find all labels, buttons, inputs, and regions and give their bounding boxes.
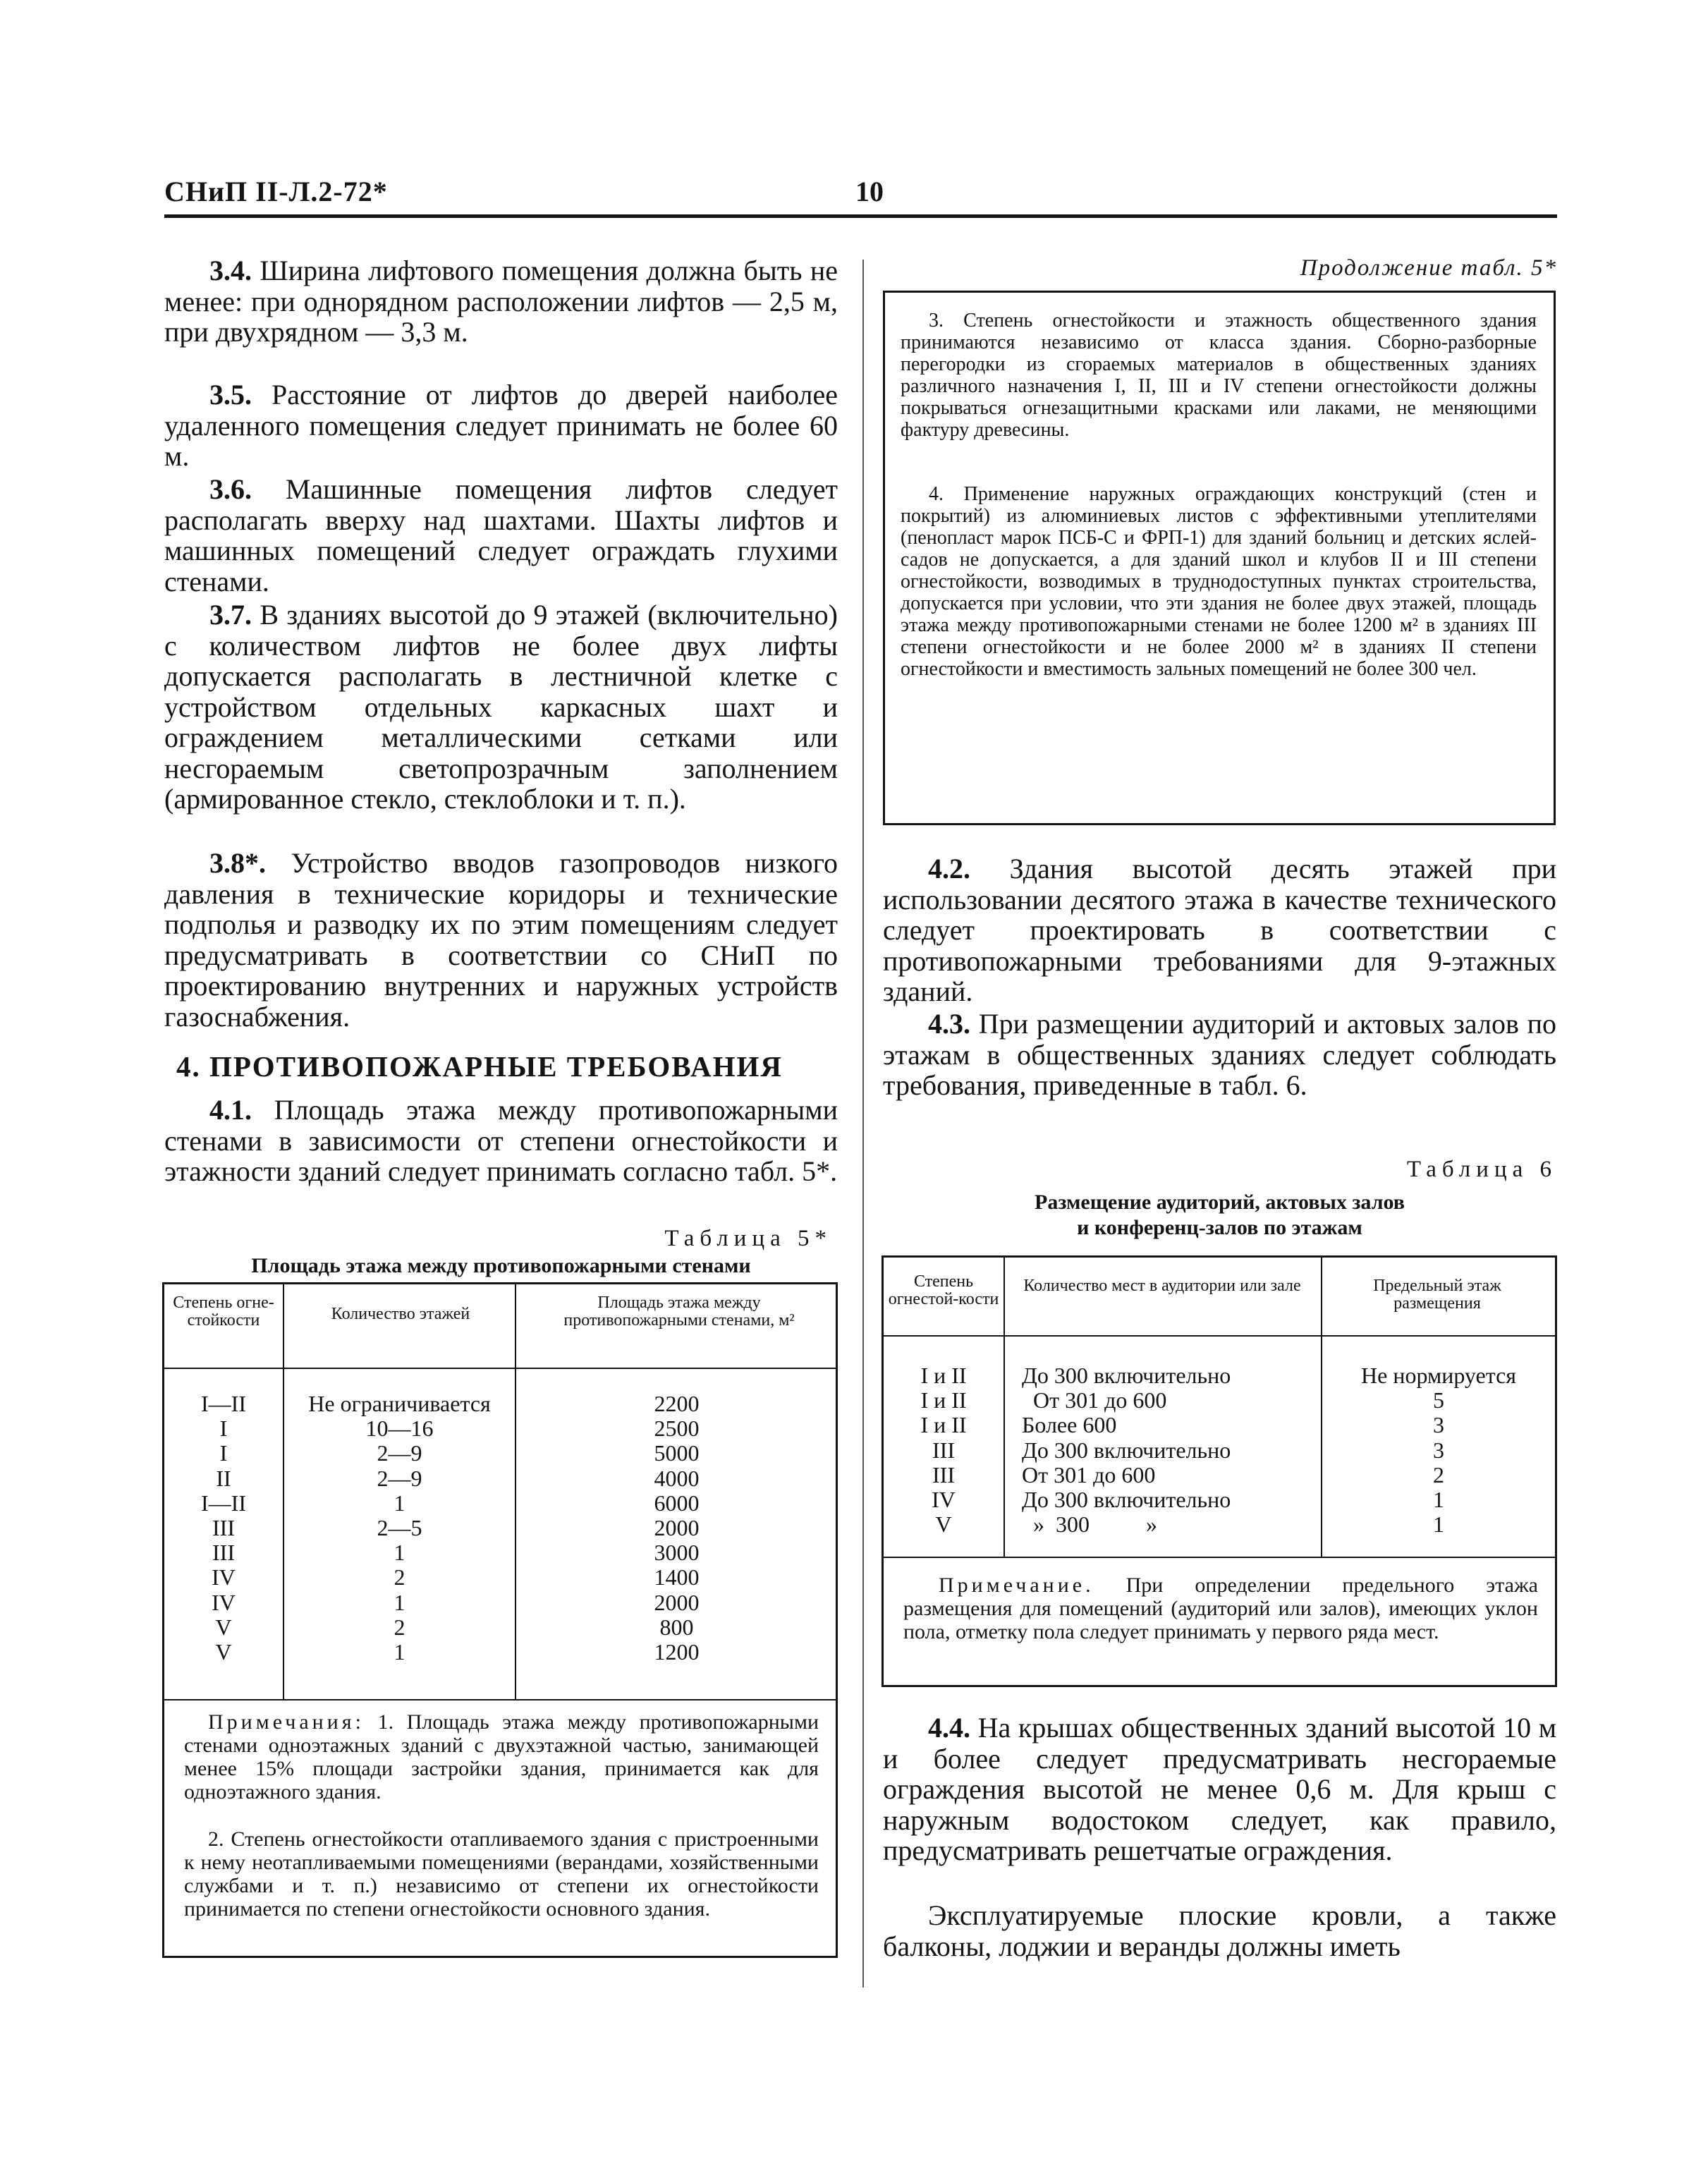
paragraph-number: 4.1. [209, 1094, 252, 1126]
paragraph-number: 3.4. [209, 255, 252, 286]
note-text: 1. Площадь этажа между противопожарными стенами одноэтажных зданий с двухэтажной частью, занимающей менее 15% площади застройки здания, принимается как для одноэтажного здания. [184, 1710, 819, 1803]
table-6-label: Таблица 6 [1406, 1157, 1557, 1182]
table-5-header-floors: Количество этажей [331, 1305, 470, 1323]
paragraph-number: 3.6. [209, 473, 252, 505]
paragraph-text: Машинные помещения лифтов следует располагать вверху над шахтами. Шахты лифтов и машинных помещений следует ограждать глухими стенами. [164, 473, 838, 597]
document-code: СНиП II-Л.2-72* [164, 176, 388, 207]
table-6 [882, 1255, 1557, 1687]
column-divider [1004, 1258, 1005, 1557]
paragraph-3-5 [164, 379, 838, 472]
table-5-continuation-label: Продолжение табл. 5* [1300, 255, 1557, 281]
paragraph-3-4 [164, 255, 838, 348]
table-5 [162, 1282, 838, 1958]
table-5-header-area: Площадь этажа между противопожарными стенами, м² [563, 1294, 795, 1330]
table-5-floors-column: Не ограничивается 10—16 2—9 2—9 1 2—5 1 2 1 2 1 [308, 1391, 491, 1665]
note-text: При определении предельного этажа размещения для помещений (аудиторий или залов), имеющих уклон пола, отметку пола следует принимать у первого ряда мест. [903, 1574, 1538, 1643]
paragraph-number: 4.4. [928, 1712, 970, 1744]
paragraph-3-7 [164, 600, 838, 815]
paragraph-text: Здания высотой десять этажей при использовании десятого этажа в качестве технического следует проектировать в соответствии с противопожарными требованиями для 9-этажных зданий. [883, 853, 1557, 1007]
paragraph-text: На крышах общественных зданий высотой 10 м и более следует предусматривать несгораемые ограждения высотой не менее 0,6 м. Для крыш с наружным водостоком следует, как правило, предусматривать решетчатые ограждения. [883, 1712, 1557, 1866]
paragraph-text: Площадь этажа между противопожарными стенами в зависимости от степени огнестойкости и этажности зданий следует принимать согласно табл. 5*. [164, 1094, 838, 1187]
note-label: Примечание. [939, 1574, 1094, 1597]
section-4-title: 4. ПРОТИВОПОЖАРНЫЕ ТРЕБОВАНИЯ [176, 1050, 783, 1083]
table-5-note-4: 4. Применение наружных ограждающих конструкций (стен и покрытий) из алюминиевых листов с эффективными утеплителями (пенопласт марок ПСБ-С и ФРП-1) для зданий больниц и детских яслей-садов не допускается, а для зданий школ и клубов II и III степени огнестойкости, возводимых в труднодоступных пунктах строительства, допускается при условии, что эти здания не более двух этажей, площадь этажа между противопожарными стенами не более 1200 м² в зданиях III степени огнестойкости и не более 2000 м² в зданиях II степени огнестойкости и вместимость зальных помещений не более 300 чел. [901, 483, 1537, 680]
body-divider [164, 1699, 836, 1700]
header-divider [884, 1335, 1555, 1337]
paragraph-text: При размещении аудиторий и актовых залов по этажам в общественных зданиях следует соблюдать требования, приведенные в табл. 6. [883, 1008, 1556, 1101]
table-6-note [903, 1574, 1538, 1643]
table-5-continuation [883, 291, 1556, 825]
paragraph-number: 4.3. [928, 1008, 970, 1040]
table-6-header-floor: Предельный этаж размещения [1373, 1277, 1501, 1313]
table-6-header-degree: Степень огнестой-кости [888, 1272, 999, 1308]
table-5-note-1 [184, 1710, 819, 1803]
paragraph-4-3 [883, 1009, 1556, 1101]
table-6-seats-column: До 300 включительно От 301 до 600 Более 600 До 300 включительно От 301 до 600 До 300 включительно » 300 » [1022, 1363, 1231, 1538]
paragraph-number: 3.5. [209, 379, 252, 410]
paragraph-number: 3.8*. [209, 847, 266, 879]
table-5-note-3: 3. Степень огнестойкости и этажность общественного здания принимаются независимо от класса здания. Сборно-разборные перегородки из сгораемых материалов в общественных зданиях различного назначения I, II, III и IV степени огнестойкости должны покрываться огнезащитными красками или лаками, не меняющими фактуру древесины. [901, 310, 1537, 441]
paragraph-4-1 [164, 1095, 838, 1187]
notes-label: Примечания: [208, 1710, 365, 1734]
paragraph-text: Расстояние от лифтов до дверей наиболее удаленного помещения следует принимать не более 60 м. [164, 379, 838, 472]
paragraph-3-8 [164, 848, 838, 1032]
table-5-degree-column: I—II I I II I—II III III IV IV V V [201, 1391, 246, 1665]
table-5-area-column: 2200 2500 5000 4000 6000 2000 3000 1400 2000 800 1200 [654, 1391, 700, 1665]
paragraph-4-4 [883, 1712, 1556, 1866]
header-rule [164, 214, 1557, 218]
paragraph-text: Ширина лифтового помещения должна быть не менее: при однорядном расположении лифтов — 2,5 м, при двухрядном — 3,3 м. [164, 255, 838, 348]
paragraph-final: Эксплуатируемые плоские кровли, а также балконы, лоджии и веранды должны иметь [883, 1899, 1556, 1962]
page-number: 10 [855, 176, 884, 207]
table-6-floor-column: Не нормируется 5 3 3 2 1 1 [1361, 1363, 1516, 1538]
table-5-label: Таблица 5* [664, 1226, 832, 1251]
body-divider [884, 1557, 1555, 1558]
paragraph-text: Устройство вводов газопроводов низкого давления в технические коридоры и технические подполья и разводку их по этим помещениям следует предусматривать в соответствии со СНиП по проектированию внутренних и наружных устройств газоснабжения. [164, 847, 838, 1033]
table-6-caption-line-2: и конференц-залов по этажам [1077, 1216, 1362, 1239]
column-divider [862, 260, 864, 1988]
table-6-caption-line-1: Размещение аудиторий, актовых залов [1035, 1191, 1405, 1214]
header-divider [164, 1368, 836, 1369]
paragraph-4-2 [883, 853, 1556, 1007]
table-6-degree-column: I и II I и II I и II III III IV V [920, 1363, 967, 1538]
paragraph-number: 3.7. [209, 599, 252, 631]
table-5-note-2: 2. Степень огнестойкости отапливаемого здания с пристроенными к нему неотапливаемыми помещениями (верандами, хозяйственными службами и т. п.) независимо от степени их огнестойкости принимается по степени огнестойкости основного здания. [184, 1827, 819, 1921]
paragraph-3-6 [164, 474, 838, 597]
paragraph-text: В зданиях высотой до 9 этажей (включительно) с количеством лифтов не более двух лифты допускается располагать в лестничной клетке с устройством отдельных каркасных шахт и ограждением металлическими сетками или несгораемым светопрозрачным заполнением (армированное стекло, стеклоблоки и т. п.). [164, 599, 838, 815]
paragraph-number: 4.2. [928, 853, 970, 884]
table-5-header-degree: Степень огне-стойкости [173, 1294, 274, 1330]
table-6-header-seats: Количество мест в аудитории или зале [1023, 1277, 1301, 1295]
table-5-caption: Площадь этажа между противопожарными стенами [251, 1254, 751, 1277]
